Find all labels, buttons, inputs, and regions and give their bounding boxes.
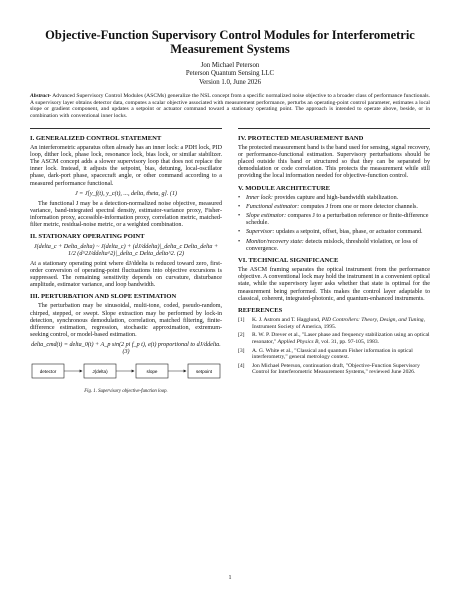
svg-text:detector: detector xyxy=(39,368,57,374)
abstract-text: Advanced Supervisory Control Modules (ASCMs) generalize the NSL concept from a specific normalized noise objective to a broader class of performance functionals. A supervisory layer obtains detector data, computes a scalar objective associated with measurement performance, perturbs an operating-point control parameter, estimates a local slope or gradient component, and updates a setpoint or actuator command toward a stationary operating point. The approach is intended to operate above, beside, or in combination with conventional inner locks. xyxy=(30,93,430,119)
two-column-body xyxy=(30,128,430,397)
list-item: • Monitor/recovery state: detects mislock, threshold violation, or loss of convergence. xyxy=(238,238,418,252)
block-detector xyxy=(32,364,64,378)
list-item: • Slope estimator: compares J to a perturbation reference or finite-difference schedule. xyxy=(238,213,429,227)
author-organization: Peterson Quantum Sensing LLC xyxy=(185,70,275,78)
reference-item: [3] A. G. White et al., "Classical and quantum Fisher information in optical interferometry," general metrology context. xyxy=(238,347,413,361)
reference-item: [2] R. W. P. Drever et al., "Laser phase and frequency stabilization using an optical resonator," Applied Physics B, vol. 31, pp. 97-105, 1983. xyxy=(238,332,430,345)
column-rule xyxy=(30,128,222,129)
block-objective xyxy=(84,364,116,378)
references-list xyxy=(238,317,430,376)
page-number: 1 xyxy=(228,575,232,581)
section-heading: I. GENERALIZED CONTROL STATEMENT xyxy=(30,134,162,142)
block-slope xyxy=(136,364,168,378)
references-heading: REFERENCES xyxy=(238,306,283,314)
list-item: • Inner lock: provides capture and high-bandwidth stabilization. xyxy=(238,195,399,202)
paragraph: The perturbation may be sinusoidal, multi-tone, coded, pseudo-random, chirped, stepped, or swept. Slope extraction may be performed by lock-in detection, synchronous demodulation, correlation, matched filtering, finite-difference estimation, regression, stochastic approximation, extremum-seeking control, or model-based estimation. xyxy=(30,303,222,338)
list-item: • Supervisor: updates a setpoint, offset, bias, phase, or actuator command. xyxy=(238,229,423,236)
svg-text:setpoint: setpoint xyxy=(195,368,213,374)
equation-3: delta_cmd(t) = delta_0(t) + A_p sin(2 pi f_p t), e(t) proportional to dJ/ddelta. (3) xyxy=(31,341,221,355)
equation-1: J = J[y_f(t), y_c(t), ..., delta, theta, g]. (1) xyxy=(74,190,178,197)
figure-caption: Fig. 1. Supervisory objective-function loop. xyxy=(84,388,168,394)
section-heading: VI. TECHNICAL SIGNIFICANCE xyxy=(238,256,339,264)
supervisory-loop-diagram xyxy=(30,360,222,382)
paragraph: The functional J may be a detection-normalized noise objective, measured variance, band-integrated spectral density, estimator-variance proxy, Fisher-information proxy, accessible-information proxy, correlation metric, matched-filter metric, residual-noise metric, or a weighted combination. xyxy=(30,200,222,228)
column-rule xyxy=(238,128,430,129)
paragraph: An interferometric apparatus often already has an inner lock: a PDH lock, PID loop, dither lock, phase lock, resonance lock, bias lock, or similar stabilizer. The ASCM concept adds a slower supervisory loop that does not replace the inner lock. Instead, it adjusts the setpoint, bias, detuning, local-oscillator phase, dark-port phase, spacecraft angle, or other command according to a measured performance functional. xyxy=(30,145,222,187)
paper-title: Objective-Function Supervisory Control Modules for Interferometric Measurement Systems xyxy=(45,28,415,56)
section-heading: IV. PROTECTED MEASUREMENT BAND xyxy=(238,134,364,142)
section-heading: V. MODULE ARCHITECTURE xyxy=(238,184,331,192)
paragraph: The protected measurement band is the band used for sensing, signal recovery, or performance-functional estimation. Supervisory perturbations should be placed outside this band or structured so that they can be separated by demodulation or code correlation. This protects the measurement while still providing the local information needed for objective-function control. xyxy=(238,145,430,180)
architecture-list xyxy=(238,195,430,253)
reference-item: [1] K. J. Astrom and T. Hagglund, PID Controllers: Theory, Design, and Tuning, Instrument Society of America, 1995. xyxy=(238,317,426,330)
paragraph: The ASCM framing separates the optical instrument from the performance objective. A conventional lock may hold the instrument in a convenient optical state, while the supervisory layer asks whether that state is optimal for the measurement being performed. This makes the control layer adaptable to classical, coherent, integrated-photonic, and quantum-enhanced instruments. xyxy=(238,267,430,302)
svg-text:J(delta): J(delta) xyxy=(92,368,108,374)
abstract xyxy=(30,93,430,119)
list-item: • Functional estimator: computes J from one or more detector channels. xyxy=(238,204,418,211)
section-heading: III. PERTURBATION AND SLOPE ESTIMATION xyxy=(30,292,177,300)
block-setpoint xyxy=(188,364,220,378)
equation-2: J(delta_c + Delta_delta) ~ J(delta_c) + (dJ/ddelta)|_delta_c Delta_delta + 1/2 (d^2J/ddelta^2)|_delta_c Delta_delta^2. (2) xyxy=(33,243,219,257)
svg-text:slope: slope xyxy=(146,368,158,374)
right-column xyxy=(238,128,430,397)
version-line: Version 1.0, June 2026 xyxy=(198,78,262,86)
paragraph: At a stationary operating point where dJ/ddelta is reduced toward zero, first-order conversion of operating-point fluctuations into objective excursions is suppressed. The remaining sensitivity depends on curvature, disturbance amplitude, estimator variance, and loop bandwidth. xyxy=(30,260,222,288)
left-column xyxy=(30,128,222,397)
reference-item: [4] Jon Michael Peterson, continuation draft, "Objective-Function Supervisory Control for Interferometric Measurement Systems," reviewed June 2026. xyxy=(238,362,420,376)
figure-diagram xyxy=(30,360,222,387)
abstract-label: Abstract- xyxy=(30,93,52,100)
author-name: Jon Michael Peterson xyxy=(200,62,260,69)
section-heading: II. STATIONARY OPERATING POINT xyxy=(30,233,145,241)
